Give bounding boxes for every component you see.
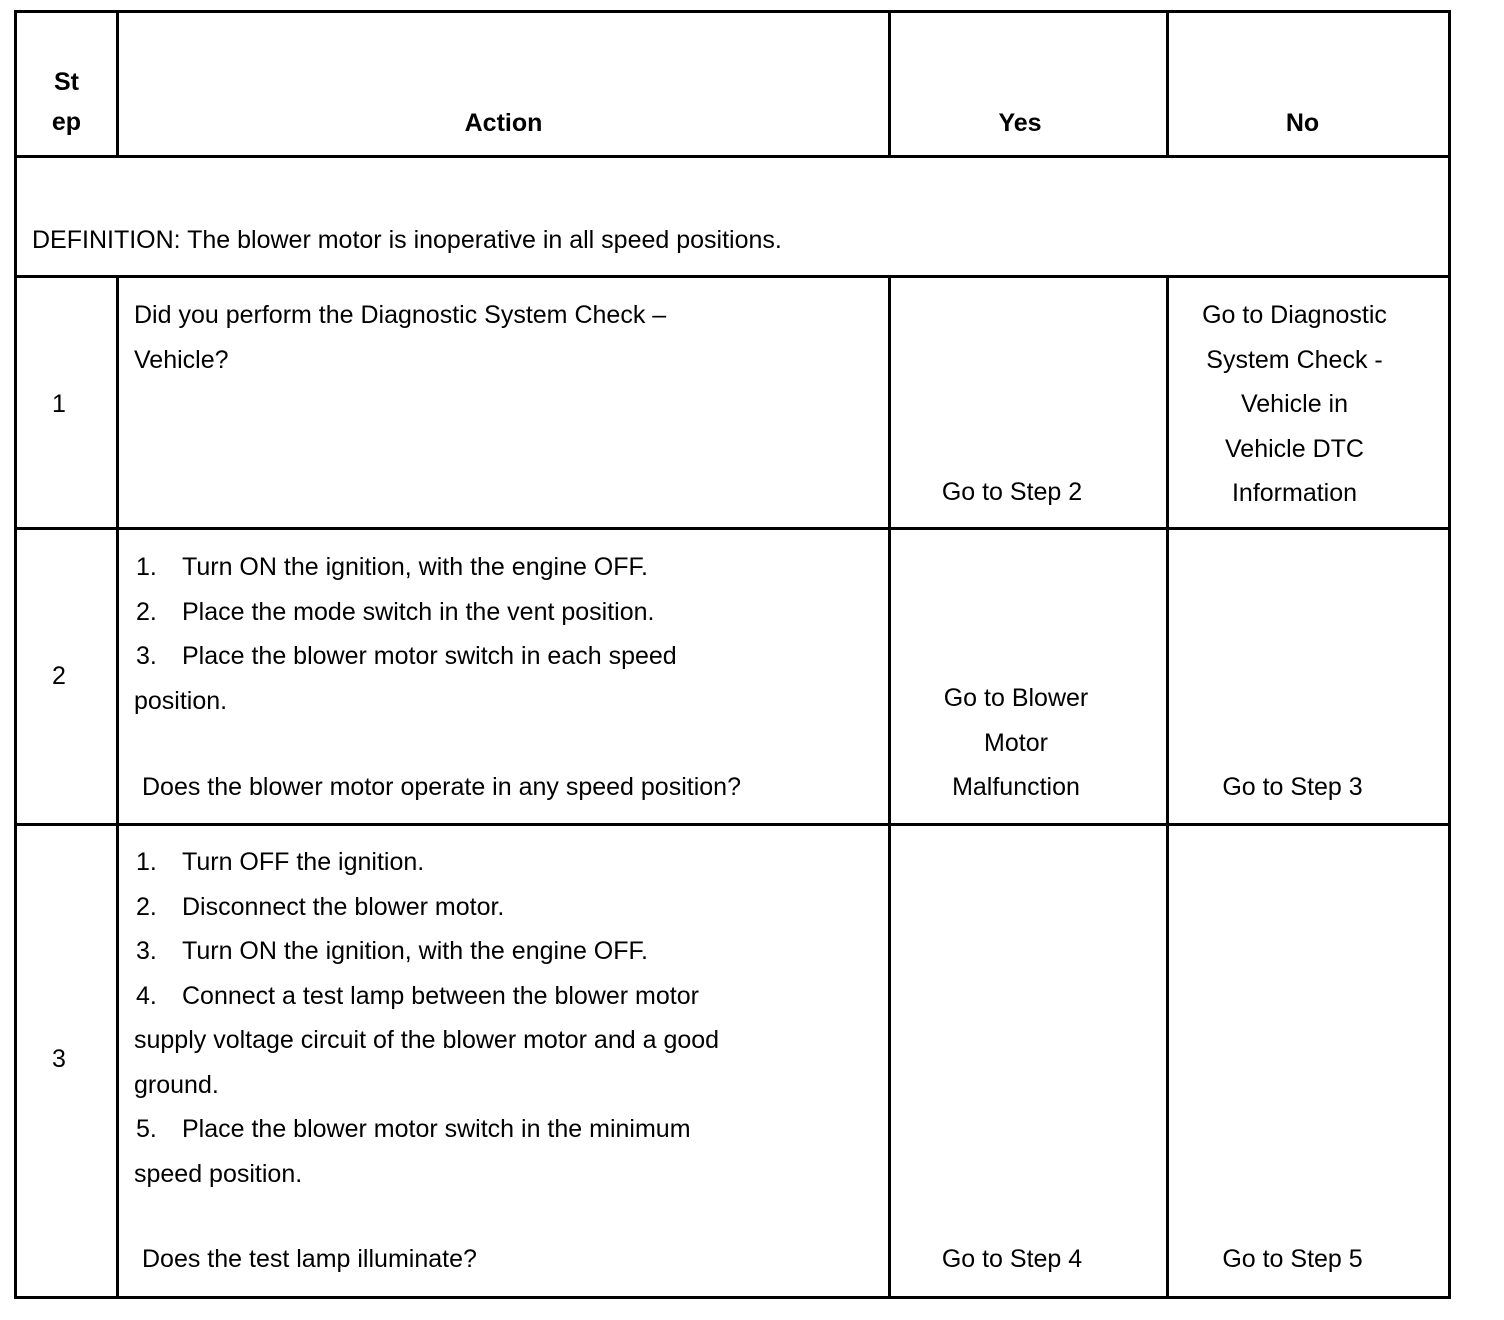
- item-text: Turn ON the ignition, with the engine OFF.: [182, 937, 648, 965]
- header-action: Action: [464, 109, 543, 137]
- row3-item: [134, 1107, 719, 1152]
- row2-item: [134, 634, 677, 679]
- header-no: No: [1285, 109, 1320, 137]
- item-number: 4.: [136, 981, 157, 1010]
- header-divider: [14, 155, 1451, 158]
- row1-no-line: Vehicle in: [1240, 390, 1349, 418]
- row1-action-line: Did you perform the Diagnostic System Check –: [134, 301, 667, 329]
- header-yes: Yes: [998, 109, 1042, 137]
- row3-no: Go to Step 5: [1222, 1245, 1363, 1273]
- item-text: Place the blower motor switch in each speed: [182, 642, 677, 670]
- row3-item-continuation: supply voltage circuit of the blower motor and a good: [134, 1026, 720, 1054]
- row1-yes: Go to Step 2: [941, 478, 1083, 506]
- item-text: Turn OFF the ignition.: [182, 848, 425, 876]
- item-text: Connect a test lamp between the blower motor: [182, 981, 699, 1010]
- row3-item-continuation: ground.: [134, 1070, 219, 1099]
- header-step: [17, 62, 116, 142]
- definition-text: DEFINITION: The blower motor is inoperative in all speed positions.: [32, 226, 782, 254]
- row2-item-continuation: position.: [134, 686, 228, 715]
- row2-divider: [14, 823, 1451, 826]
- item-text: Place the mode switch in the vent position.: [182, 597, 655, 626]
- row3-item-continuation: speed position.: [134, 1159, 303, 1188]
- row3-step: 3: [52, 1045, 66, 1073]
- row1-no-line: Go to Diagnostic: [1202, 301, 1387, 329]
- item-number: 2.: [136, 892, 157, 921]
- row1-no-line: System Check -: [1206, 345, 1383, 374]
- item-number: 1.: [136, 848, 157, 876]
- row3-question: Does the test lamp illuminate?: [142, 1245, 477, 1273]
- row1-no-line: Information: [1231, 479, 1358, 507]
- row3-yes: Go to Step 4: [941, 1245, 1083, 1273]
- row2-step: 2: [52, 662, 66, 690]
- item-text: Turn ON the ignition, with the engine OFF.: [182, 553, 648, 581]
- row1-no-line: Vehicle DTC: [1225, 434, 1364, 463]
- row2-item: [134, 545, 677, 590]
- row3-item: [134, 929, 719, 974]
- item-number: 3.: [136, 937, 157, 965]
- header-step-line2: ep: [51, 108, 82, 136]
- row2-action: [134, 545, 677, 723]
- row3-item: [134, 974, 719, 1019]
- item-text: Place the blower motor switch in the minimum: [182, 1115, 691, 1143]
- row1-divider: [14, 527, 1451, 530]
- row3-action: [134, 840, 719, 1196]
- item-text: Disconnect the blower motor.: [182, 892, 505, 921]
- row1-step: 1: [52, 390, 66, 418]
- row1-no: [1169, 293, 1420, 516]
- header-step-line1: St: [54, 68, 79, 96]
- row3-item: [134, 840, 719, 885]
- row2-yes-line: Go to Blower: [943, 684, 1089, 712]
- item-number: 5.: [136, 1115, 157, 1143]
- row2-item: [134, 590, 677, 635]
- row1-action-line: Vehicle?: [134, 345, 229, 374]
- row2-yes-line: Malfunction: [952, 773, 1080, 801]
- definition-divider: [14, 275, 1451, 278]
- row3-item: [134, 885, 719, 930]
- row2-question: Does the blower motor operate in any speed position?: [142, 773, 741, 801]
- row1-action: [134, 293, 666, 382]
- item-number: 3.: [136, 642, 157, 670]
- item-number: 1.: [136, 553, 157, 581]
- row2-yes-line: Motor: [984, 728, 1048, 757]
- row2-yes: [891, 676, 1141, 810]
- col-divider-step: [116, 276, 119, 1298]
- row2-no: Go to Step 3: [1222, 773, 1363, 801]
- item-number: 2.: [136, 597, 157, 626]
